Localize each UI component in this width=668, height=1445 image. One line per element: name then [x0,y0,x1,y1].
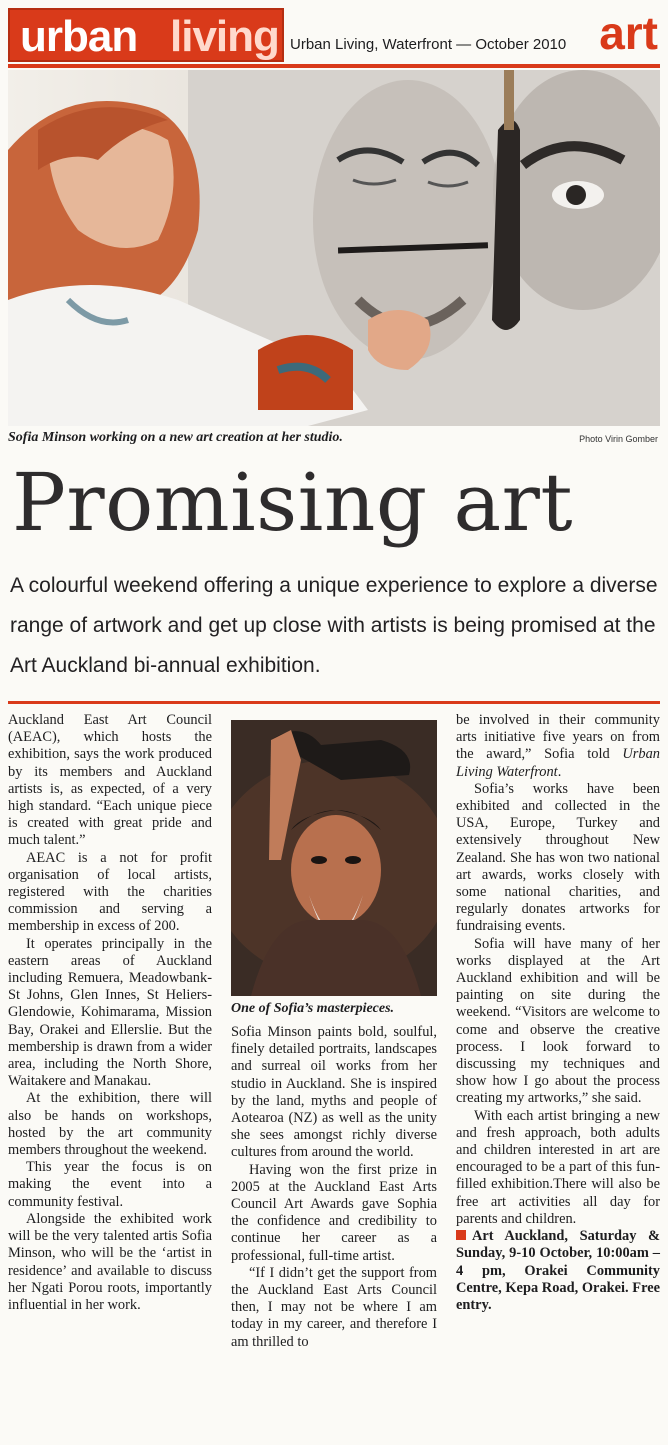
brand-logo [8,8,284,62]
continued-text: be involved in their community arts initiative five years on from the award,” Sofia told [456,712,660,763]
paragraph: At the exhibition, there will also be hands on workshops, hosted by the art community members throughout the weekend. [8,1090,212,1159]
publication-name: Urban Living Waterfront [456,746,660,780]
issue-info: Urban Living, Waterfront — October 2010 [290,36,567,53]
section-rule [8,701,660,704]
brand-word-living: living [170,12,279,61]
paragraph: Sofia Minson paints bold, soulful, finely detailed portraits, landscapes and surreal oil works from her studio in Auckland. She is inspired by the land, myths and people of Aotearoa (NZ) as well as the unity she sees amongst richly diverse cultures from around the world. [231,1024,437,1161]
photo-credit: Photo Virin Gomber [579,434,658,444]
article-column-1 [8,712,212,1314]
headline: Promising art [12,456,574,549]
masterpiece-illustration [231,720,437,996]
main-photo-caption: Sofia Minson working on a new art creation at her studio. [8,430,343,445]
main-photo-caption-row [8,430,660,452]
masterpiece-caption: One of Sofia’s masterpieces. [231,1001,395,1016]
paragraph: Sofia will have many of her works displayed at the Art Auckland exhibition and will be painting on site during the weekend. “Visitors are welcome to come and observe the creative process. I look forward to discussing my techniques and show how I go about the process creating my artworks,” she said. [456,935,660,1107]
masthead [8,8,660,64]
main-photo [8,70,660,426]
masterpiece-photo [231,720,437,996]
paragraph: Having won the first prize in 2005 at the Auckland East Arts Council Art Awards gave Sophia the confidence and credibility to continue her career as a professional, full-time artist. [231,1161,437,1264]
paragraph-continued: be involved in their community arts initiative five years on from the award,” Sofia told Urban Living Waterfront. [456,712,660,780]
paragraph: “If I didn’t get the support from the Auckland East Arts Council then, I may not be where I am today in my career, and therefore I am thrilled to [231,1264,437,1350]
brand-word-urban: urban [20,12,138,61]
paragraph: Alongside the exhibited work will be the very talented artis Sofia Minson, who will be the ‘artist in residence’ and available to discuss her Ngati Porou roots, importantly influential in her work. [8,1210,212,1313]
paragraph: This year the focus is on making the event into a community festival. [8,1159,212,1210]
article-column-2 [231,1024,437,1351]
article-column-3 [456,712,660,1314]
masthead-rule [8,64,660,68]
standfirst: A colourful weekend offering a unique experience to explore a diverse range of artwork and get up close with artists is being promised at the Art Auckland bi-annual exhibition. [10,574,658,677]
bullet-square-icon [456,1230,466,1240]
paragraph: Sofia’s works have been exhibited and collected in the USA, Europe, Turkey and extensively throughout New Zealand. She has won two national art awards, works closely with some national charities, and regularly donates artworks for fundraising events. [456,780,660,935]
main-photo-illustration [8,70,660,426]
section-title: art [599,7,658,59]
paragraph: Auckland East Art Council (AEAC), which hosts the exhibition, says the work produced by its members and Auckland artists is, as expected, of a very high standard. “Each unique piece is created with great pride and much talent.” [8,712,212,849]
event-info-text: Art Auckland, Saturday & Sunday, 9-10 October, 10:00am – 4 pm, Orakei Community Centre, Kepa Road, Orakei. Free entry. [456,1228,660,1313]
paragraph: It operates principally in the eastern areas of Auckland including Remuera, Meadowbank-St Johns, Glen Innes, St Heliers-Glendowie, Kohimarama, Mission Bay, Orakei and Ellerslie. But the membership is drawn from a wider area, including the North Shore, Waitakere and Manakau. [8,935,212,1090]
event-info [456,1228,660,1314]
paragraph: With each artist bringing a new and fresh approach, both adults and children interested in art are encouraged to be a part of this fun-filled exhibition.There will also be free art activities all day for parents and children. [456,1107,660,1227]
paragraph: AEAC is a not for profit organisation of local artists, registered with the charities commission and serving a membership in excess of 200. [8,849,212,935]
